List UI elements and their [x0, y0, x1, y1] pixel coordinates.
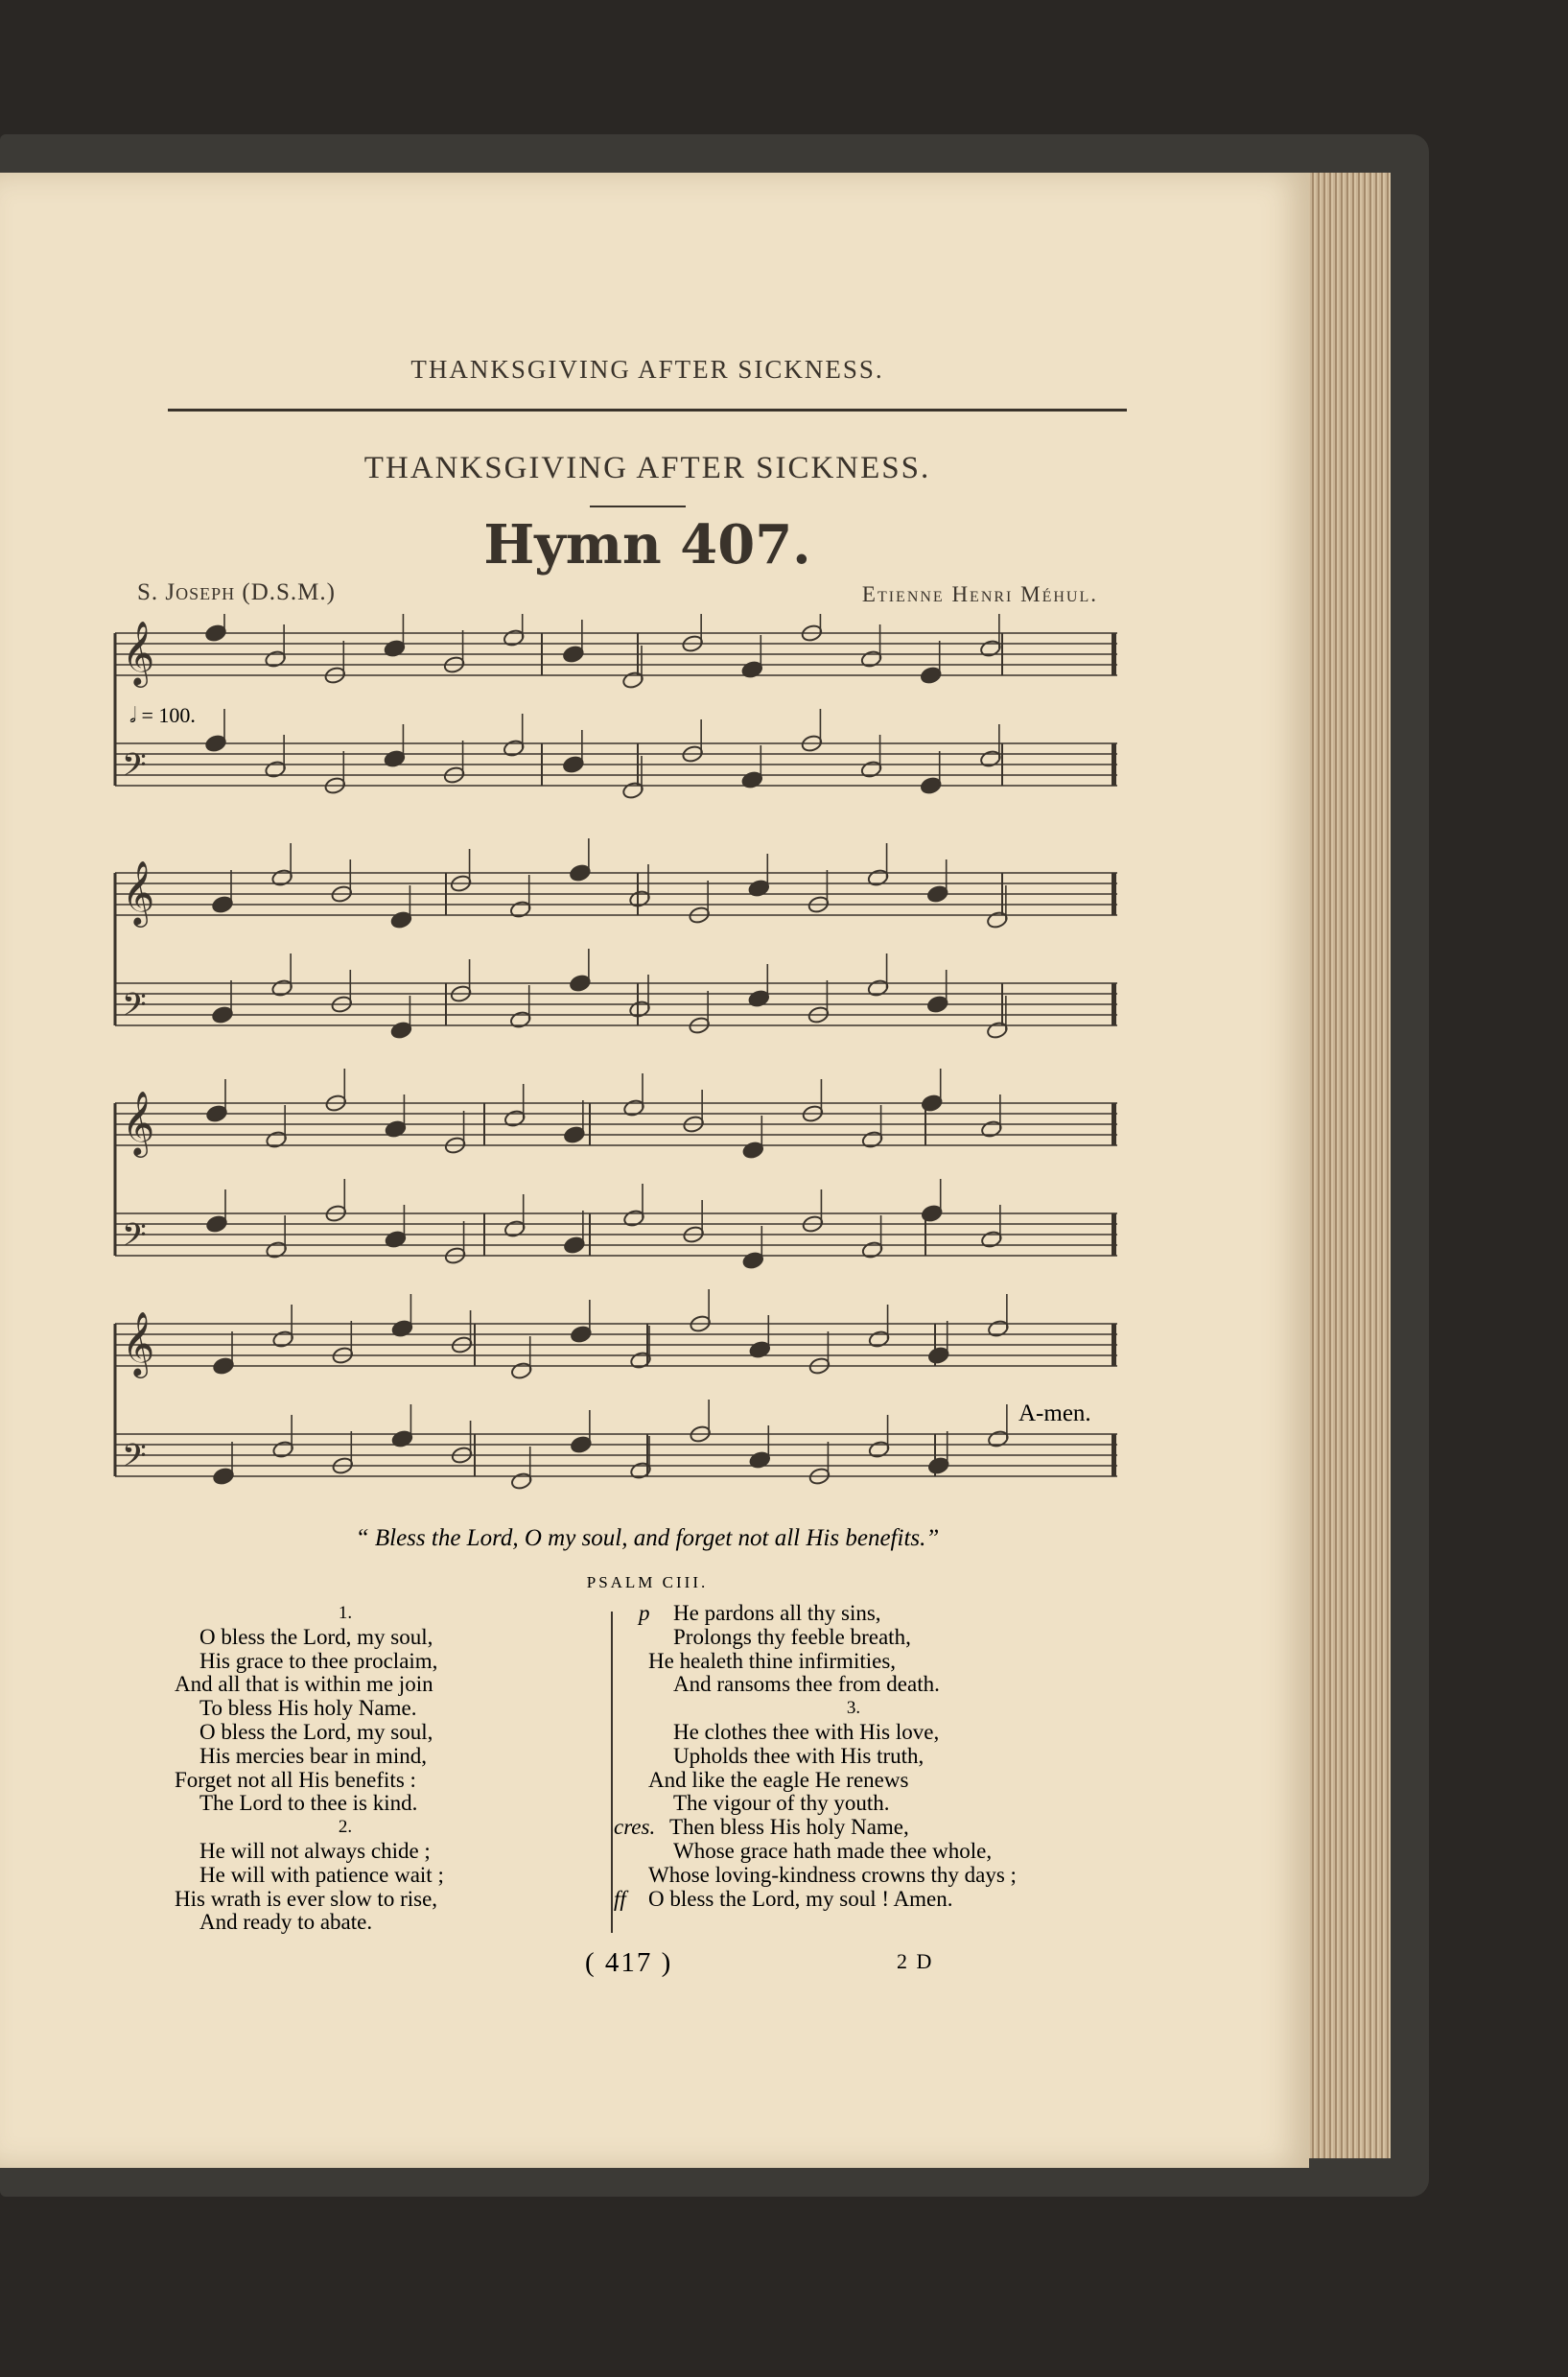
verse-line-text: He pardons all thy sins,	[673, 1601, 881, 1625]
column-divider	[611, 1612, 613, 1933]
final-barline	[1112, 1213, 1116, 1256]
amen-label: A-men.	[1018, 1400, 1091, 1426]
verse-line: His wrath is ever slow to rise,	[175, 1886, 438, 1911]
verses-right-column	[614, 1602, 1093, 1911]
verse-line: The Lord to thee is kind.	[199, 1791, 418, 1816]
verse-number: 2.	[338, 1817, 353, 1838]
verse-line	[614, 1721, 1093, 1745]
verse-line-text: He clothes thee with His love,	[673, 1719, 940, 1744]
tune-name: S. Joseph (D.S.M.)	[137, 579, 336, 605]
bass-clef-icon: 𝄢	[122, 747, 147, 791]
verse-line-text: Whose loving-kindness crowns thy days ;	[648, 1862, 1017, 1887]
verse-number: 1.	[338, 1603, 353, 1623]
bass-clef-icon: 𝄢	[122, 1438, 147, 1482]
verse-line	[614, 1888, 1093, 1912]
psalm-reference: PSALM CIII.	[586, 1573, 709, 1591]
verse-number: 3.	[846, 1698, 861, 1719]
final-barline	[1112, 743, 1116, 786]
scripture-quote: “ Bless the Lord, O my soul, and forget not all His benefits.”	[355, 1525, 940, 1551]
verse-line: He will with patience wait ;	[199, 1862, 444, 1887]
dynamic-mark: cres.	[614, 1815, 656, 1840]
verse-line	[614, 1745, 1093, 1769]
verse-line	[614, 1840, 1093, 1864]
verse-line	[614, 1792, 1093, 1816]
verse-line-text: Whose grace hath made thee whole,	[673, 1838, 993, 1863]
title-rule	[590, 506, 686, 507]
running-head: THANKSGIVING AFTER SICKNESS.	[410, 355, 884, 384]
final-barline	[1112, 633, 1116, 675]
verse-line-text: Prolongs thy feeble breath,	[673, 1624, 911, 1649]
dynamic-mark: ff	[614, 1886, 626, 1911]
final-barline	[1112, 983, 1116, 1025]
tempo-marking: 𝅗𝅥 = 100.	[129, 703, 196, 727]
page-number: ( 417 )	[585, 1947, 673, 1978]
verse-line	[614, 1626, 1093, 1650]
treble-clef-icon: 𝄞	[122, 1310, 155, 1376]
verse-line-text: Upholds thee with His truth,	[673, 1743, 924, 1768]
verse-line-text: And ransoms thee from death.	[673, 1672, 940, 1697]
final-barline	[1112, 1324, 1116, 1366]
dynamic-mark: p	[639, 1601, 650, 1625]
verse-line: To bless His holy Name.	[199, 1696, 417, 1721]
bass-clef-icon: 𝄢	[122, 987, 147, 1031]
verse-line-text: He healeth thine infirmities,	[648, 1648, 897, 1673]
bass-clef-icon: 𝄢	[122, 1217, 147, 1261]
verse-line	[614, 1769, 1093, 1793]
verse-line: His grace to thee proclaim,	[199, 1648, 438, 1673]
section-title: THANKSGIVING AFTER SICKNESS.	[363, 451, 931, 485]
verse-line: And all that is within me join	[175, 1672, 433, 1697]
treble-clef-icon: 𝄞	[122, 620, 155, 685]
verse-line-text: O bless the Lord, my soul ! Amen.	[648, 1886, 953, 1911]
signature-mark: 2 D	[897, 1949, 934, 1973]
verse-line: Forget not all His benefits :	[175, 1767, 416, 1792]
head-rule	[168, 409, 1127, 412]
treble-clef-icon: 𝄞	[122, 1090, 155, 1155]
verse-line	[614, 1602, 1093, 1626]
verse-line: He will not always chide ;	[199, 1838, 431, 1863]
final-barline	[1112, 873, 1116, 915]
verse-line-text: And like the eagle He renews	[648, 1767, 909, 1792]
verse-line	[614, 1864, 1093, 1888]
verse-line: His mercies bear in mind,	[199, 1743, 427, 1768]
hymn-title: Hymn 407.	[483, 513, 811, 577]
treble-clef-icon: 𝄞	[122, 859, 155, 925]
verse-line	[614, 1673, 1093, 1697]
verse-line	[614, 1816, 1093, 1840]
verse-line	[614, 1650, 1093, 1674]
final-barline	[1112, 1103, 1116, 1145]
verse-line: And ready to abate.	[199, 1910, 373, 1935]
verses-left-column	[153, 1602, 537, 1935]
music-score	[110, 614, 1127, 1506]
page-edges	[1304, 173, 1391, 2158]
verse-line-text: Then bless His holy Name,	[669, 1815, 909, 1840]
final-barline	[1112, 1434, 1116, 1476]
verse-line: O bless the Lord, my soul,	[199, 1719, 433, 1744]
verse-line-text: The vigour of thy youth.	[673, 1791, 890, 1816]
composer: Etienne Henri Méhul.	[861, 582, 1098, 606]
verse-line: O bless the Lord, my soul,	[199, 1624, 433, 1649]
